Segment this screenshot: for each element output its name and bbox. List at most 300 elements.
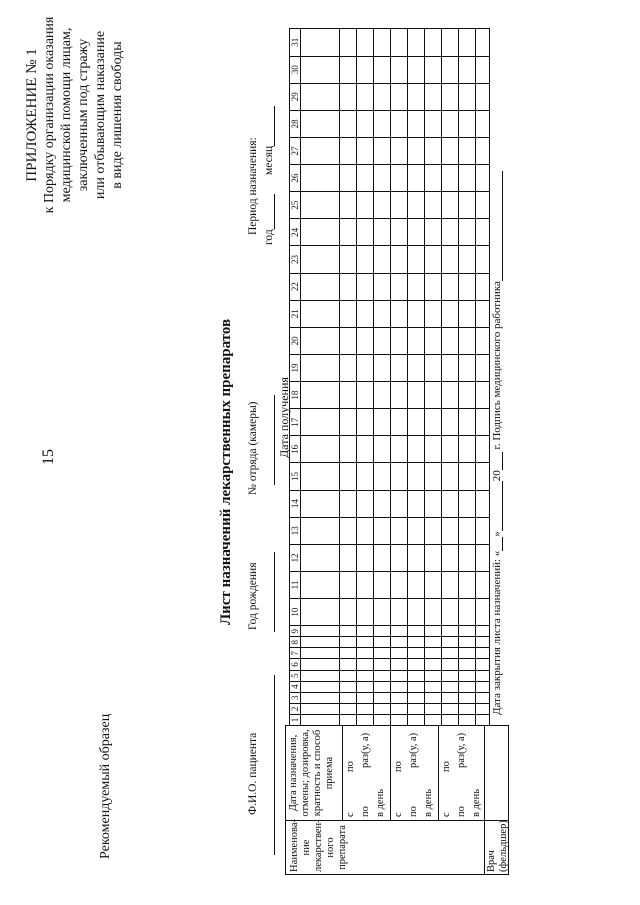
day-entry-cell[interactable] <box>459 354 476 381</box>
day-entry-cell[interactable] <box>408 599 425 626</box>
day-entry-cell[interactable] <box>459 463 476 490</box>
day-entry-cell[interactable] <box>357 246 374 273</box>
day-entry-cell[interactable] <box>391 29 408 57</box>
day-entry-cell[interactable] <box>408 626 425 637</box>
day-entry-cell[interactable] <box>374 29 391 57</box>
day-entry-cell[interactable] <box>391 681 408 692</box>
day-entry-cell[interactable] <box>476 544 490 571</box>
day-entry-cell[interactable] <box>442 192 459 219</box>
day-entry-cell[interactable] <box>408 571 425 598</box>
day-entry-cell[interactable] <box>476 409 490 436</box>
day-entry-cell[interactable] <box>425 56 442 83</box>
day-entry-cell[interactable] <box>459 246 476 273</box>
day-entry-cell[interactable] <box>425 692 442 703</box>
day-number: 25 <box>290 192 301 219</box>
day-entry-cell[interactable] <box>442 327 459 354</box>
day-entry-cell[interactable] <box>442 626 459 637</box>
day-entry-cell[interactable] <box>340 517 357 544</box>
day-entry-cell[interactable] <box>476 670 490 681</box>
day-entry-cell[interactable] <box>459 436 476 463</box>
day-entry-cell[interactable] <box>408 436 425 463</box>
day-entry-cell[interactable] <box>476 327 490 354</box>
day-entry-cell[interactable] <box>476 56 490 83</box>
day-entry-cell[interactable] <box>408 670 425 681</box>
day-entry-row <box>425 29 442 726</box>
day-entry-cell[interactable] <box>374 463 391 490</box>
day-entry-cell[interactable] <box>340 637 357 648</box>
day-entry-cell[interactable] <box>425 490 442 517</box>
day-entry-cell[interactable] <box>476 192 490 219</box>
day-entry-cell[interactable] <box>476 637 490 648</box>
day-entry-cell[interactable] <box>340 137 357 164</box>
day-entry-cell[interactable] <box>391 273 408 300</box>
day-entry-cell[interactable] <box>442 56 459 83</box>
day-entry-cell[interactable] <box>425 83 442 110</box>
unit-field[interactable] <box>263 395 275 485</box>
day-entry-cell[interactable] <box>425 626 442 637</box>
day-entry-cell[interactable] <box>442 599 459 626</box>
day-entry-cell[interactable] <box>408 354 425 381</box>
day-entry-cell[interactable] <box>357 300 374 327</box>
day-entry-cell[interactable] <box>408 273 425 300</box>
day-entry-row <box>408 29 425 726</box>
day-entry-cell[interactable] <box>425 354 442 381</box>
day-entry-cell[interactable] <box>425 648 442 659</box>
day-entry-cell[interactable] <box>476 354 490 381</box>
day-entry-cell[interactable] <box>476 137 490 164</box>
day-entry-cell[interactable] <box>391 571 408 598</box>
period-year[interactable]: год <box>263 194 275 245</box>
day-entry-cell[interactable] <box>374 517 391 544</box>
day-entry-cell[interactable] <box>340 56 357 83</box>
day-entry-cell[interactable] <box>340 83 357 110</box>
day-entry-cell[interactable] <box>374 681 391 692</box>
day-entry-cell[interactable] <box>374 648 391 659</box>
day-entry-cell[interactable] <box>476 165 490 192</box>
day-entry-cell[interactable] <box>340 327 357 354</box>
day-entry-cell[interactable] <box>442 83 459 110</box>
day-entry-cell[interactable] <box>476 626 490 637</box>
day-entry-cell[interactable] <box>340 544 357 571</box>
day-entry-cell[interactable] <box>442 681 459 692</box>
day-entry-cell[interactable] <box>459 670 476 681</box>
day-entry-cell[interactable] <box>340 681 357 692</box>
day-entry-cell[interactable] <box>374 219 391 246</box>
day-entry-cell[interactable] <box>476 599 490 626</box>
day-entry-cell[interactable] <box>391 714 408 725</box>
day-entry-cell[interactable] <box>340 219 357 246</box>
day-entry-cell[interactable] <box>442 714 459 725</box>
day-entry-cell[interactable] <box>408 382 425 409</box>
day-entry-cell[interactable] <box>391 544 408 571</box>
day-entry-cell[interactable] <box>442 490 459 517</box>
day-entry-cell[interactable] <box>340 436 357 463</box>
day-entry-cell[interactable] <box>442 637 459 648</box>
day-entry-cell[interactable] <box>340 192 357 219</box>
day-entry-cell[interactable] <box>476 300 490 327</box>
day-entry-cell[interactable] <box>391 637 408 648</box>
day-entry-cell[interactable] <box>357 56 374 83</box>
day-entry-cell[interactable] <box>476 692 490 703</box>
day-entry-cell[interactable] <box>340 490 357 517</box>
day-entry-cell[interactable] <box>340 300 357 327</box>
day-entry-cell[interactable] <box>442 137 459 164</box>
day-entry-cell[interactable] <box>408 246 425 273</box>
day-entry-cell[interactable] <box>357 382 374 409</box>
day-entry-cell[interactable] <box>476 714 490 725</box>
day-entry-cell[interactable] <box>442 436 459 463</box>
day-entry-cell[interactable] <box>459 219 476 246</box>
day-entry-cell[interactable] <box>442 110 459 137</box>
day-entry-cell[interactable] <box>340 29 357 57</box>
day-entry-cell[interactable] <box>374 490 391 517</box>
doctor-blank[interactable] <box>484 725 509 821</box>
day-entry-cell[interactable] <box>425 659 442 670</box>
day-entry-cell[interactable] <box>374 714 391 725</box>
day-entry-cell[interactable] <box>391 517 408 544</box>
day-entry-cell[interactable] <box>425 409 442 436</box>
day-entry-cell[interactable] <box>459 137 476 164</box>
day-entry-cell[interactable] <box>374 436 391 463</box>
day-entry-cell[interactable] <box>357 571 374 598</box>
day-entry-cell[interactable] <box>459 29 476 57</box>
day-entry-cell[interactable] <box>425 681 442 692</box>
day-entry-cell[interactable] <box>442 354 459 381</box>
day-entry-cell[interactable] <box>340 463 357 490</box>
day-entry-cell[interactable] <box>357 681 374 692</box>
day-entry-cell[interactable] <box>425 463 442 490</box>
day-entry-cell[interactable] <box>459 327 476 354</box>
day-entry-cell[interactable] <box>476 273 490 300</box>
day-entry-cell[interactable] <box>408 648 425 659</box>
day-entry-cell[interactable] <box>391 670 408 681</box>
day-entry-cell[interactable] <box>340 714 357 725</box>
day-entry-cell[interactable] <box>408 300 425 327</box>
day-entry-cell[interactable] <box>357 637 374 648</box>
day-entry-cell[interactable] <box>391 246 408 273</box>
day-entry-cell[interactable] <box>425 670 442 681</box>
day-entry-cell[interactable] <box>374 300 391 327</box>
day-entry-cell[interactable] <box>408 490 425 517</box>
day-entry-cell[interactable] <box>391 409 408 436</box>
day-entry-cell[interactable] <box>357 692 374 703</box>
day-entry-cell[interactable] <box>374 692 391 703</box>
day-entry-cell[interactable] <box>357 703 374 714</box>
day-entry-cell[interactable] <box>408 137 425 164</box>
day-entry-cell[interactable] <box>442 273 459 300</box>
birth-year-field[interactable] <box>263 552 275 632</box>
entry-row[interactable]: с по по раз(у, а) в день <box>390 726 439 820</box>
day-entry-cell[interactable] <box>476 219 490 246</box>
day-entry-cell[interactable] <box>476 517 490 544</box>
entry-row[interactable]: с по по раз(у, а) в день <box>342 726 391 820</box>
day-entry-cell[interactable] <box>408 637 425 648</box>
close-date-line[interactable]: Дата закрытия листа назначений: «»20 г. Подпись медицинского работника <box>491 171 503 715</box>
day-entry-cell[interactable] <box>442 544 459 571</box>
day-entry-cell[interactable] <box>459 382 476 409</box>
day-entry-cell[interactable] <box>357 83 374 110</box>
day-entry-cell[interactable] <box>340 165 357 192</box>
day-entry-cell[interactable] <box>425 137 442 164</box>
day-entry-cell[interactable] <box>391 327 408 354</box>
day-entry-cell[interactable] <box>442 219 459 246</box>
day-entry-cell[interactable] <box>374 544 391 571</box>
day-entry-cell[interactable] <box>408 714 425 725</box>
patient-name-field[interactable] <box>263 675 275 855</box>
day-entry-cell[interactable] <box>425 219 442 246</box>
day-entry-cell[interactable] <box>408 110 425 137</box>
day-grid <box>289 28 490 726</box>
day-entry-cell[interactable] <box>442 659 459 670</box>
day-entry-cell[interactable] <box>340 659 357 670</box>
day-number: 30 <box>290 56 301 83</box>
day-entry-cell[interactable] <box>408 544 425 571</box>
day-entry-cell[interactable] <box>476 681 490 692</box>
day-entry-cell[interactable] <box>442 382 459 409</box>
day-entry-cell[interactable] <box>391 648 408 659</box>
day-entry-cell[interactable] <box>425 110 442 137</box>
day-entry-cell[interactable] <box>442 29 459 57</box>
day-entry-cell[interactable] <box>425 436 442 463</box>
day-entry-cell[interactable] <box>476 463 490 490</box>
day-entry-cell[interactable] <box>357 436 374 463</box>
day-entry-cell[interactable] <box>459 409 476 436</box>
day-entry-cell[interactable] <box>476 703 490 714</box>
day-entry-cell[interactable] <box>425 382 442 409</box>
day-entry-cell[interactable] <box>357 599 374 626</box>
day-entry-cell[interactable] <box>374 56 391 83</box>
day-number: 5 <box>290 670 301 681</box>
day-number: 17 <box>290 409 301 436</box>
day-entry-cell[interactable] <box>408 83 425 110</box>
day-entry-cell[interactable] <box>408 659 425 670</box>
day-entry-cell[interactable] <box>357 273 374 300</box>
day-entry-cell[interactable] <box>357 192 374 219</box>
day-entry-cell[interactable] <box>425 327 442 354</box>
day-entry-cell[interactable] <box>459 56 476 83</box>
day-entry-cell[interactable] <box>476 382 490 409</box>
day-entry-cell[interactable] <box>340 599 357 626</box>
day-entry-cell[interactable] <box>374 273 391 300</box>
day-entry-cell[interactable] <box>391 56 408 83</box>
day-entry-cell[interactable] <box>374 354 391 381</box>
day-entry-cell[interactable] <box>476 571 490 598</box>
day-entry-cell[interactable] <box>340 246 357 273</box>
day-entry-cell[interactable] <box>408 692 425 703</box>
day-entry-cell[interactable] <box>459 659 476 670</box>
day-entry-cell[interactable] <box>374 626 391 637</box>
day-entry-cell[interactable] <box>391 300 408 327</box>
day-entry-cell[interactable] <box>459 648 476 659</box>
day-entry-cell[interactable] <box>476 490 490 517</box>
day-entry-cell[interactable] <box>476 246 490 273</box>
day-entry-cell[interactable] <box>442 670 459 681</box>
day-entry-cell[interactable] <box>340 692 357 703</box>
day-entry-cell[interactable] <box>357 137 374 164</box>
day-entry-cell[interactable] <box>459 544 476 571</box>
day-entry-cell[interactable] <box>442 648 459 659</box>
day-entry-cell[interactable] <box>357 327 374 354</box>
day-entry-cell[interactable] <box>425 192 442 219</box>
day-entry-cell[interactable] <box>391 626 408 637</box>
day-entry-cell[interactable] <box>442 246 459 273</box>
day-entry-cell[interactable] <box>340 382 357 409</box>
day-entry-cell[interactable] <box>476 659 490 670</box>
day-entry-cell[interactable] <box>391 192 408 219</box>
day-entry-cell[interactable] <box>408 703 425 714</box>
day-entry-cell[interactable] <box>459 703 476 714</box>
day-entry-cell[interactable] <box>391 703 408 714</box>
day-entry-cell[interactable] <box>459 692 476 703</box>
day-entry-cell[interactable] <box>357 544 374 571</box>
day-entry-cell[interactable] <box>425 517 442 544</box>
day-entry-cell[interactable] <box>340 626 357 637</box>
day-entry-cell[interactable] <box>357 670 374 681</box>
day-entry-cell[interactable] <box>442 463 459 490</box>
day-entry-cell[interactable] <box>459 110 476 137</box>
day-entry-cell[interactable] <box>374 670 391 681</box>
day-entry-cell[interactable] <box>357 648 374 659</box>
day-entry-cell[interactable] <box>425 300 442 327</box>
day-entry-cell[interactable] <box>459 300 476 327</box>
day-entry-cell[interactable] <box>340 571 357 598</box>
day-entry-cell[interactable] <box>340 273 357 300</box>
day-entry-cell[interactable] <box>391 659 408 670</box>
day-entry-cell[interactable] <box>391 436 408 463</box>
day-entry-cell[interactable] <box>357 517 374 544</box>
day-entry-cell[interactable] <box>357 29 374 57</box>
day-entry-cell[interactable] <box>340 648 357 659</box>
day-entry-cell[interactable] <box>357 714 374 725</box>
day-entry-cell[interactable] <box>357 219 374 246</box>
day-entry-cell[interactable] <box>408 29 425 57</box>
day-entry-cell[interactable] <box>357 110 374 137</box>
day-entry-cell[interactable] <box>374 110 391 137</box>
day-entry-cell[interactable] <box>476 83 490 110</box>
day-entry-cell[interactable] <box>425 703 442 714</box>
day-entry-cell[interactable] <box>340 703 357 714</box>
day-entry-cell[interactable] <box>391 490 408 517</box>
day-entry-cell[interactable] <box>459 571 476 598</box>
day-entry-cell[interactable] <box>408 681 425 692</box>
day-entry-cell[interactable] <box>408 219 425 246</box>
day-entry-cell[interactable] <box>391 110 408 137</box>
day-entry-cell[interactable] <box>374 659 391 670</box>
day-entry-cell[interactable] <box>391 137 408 164</box>
day-entry-cell[interactable] <box>374 137 391 164</box>
day-entry-cell[interactable] <box>459 714 476 725</box>
day-entry-cell[interactable] <box>425 637 442 648</box>
day-entry-cell[interactable] <box>442 571 459 598</box>
day-entry-cell[interactable] <box>425 571 442 598</box>
day-entry-cell[interactable] <box>442 409 459 436</box>
day-entry-cell[interactable] <box>408 165 425 192</box>
day-entry-cell[interactable] <box>391 382 408 409</box>
day-entry-cell[interactable] <box>425 544 442 571</box>
day-spacer-cell <box>301 192 340 219</box>
day-entry-cell[interactable] <box>357 463 374 490</box>
day-entry-cell[interactable] <box>408 327 425 354</box>
day-entry-cell[interactable] <box>425 246 442 273</box>
day-entry-cell[interactable] <box>442 300 459 327</box>
day-entry-cell[interactable] <box>391 692 408 703</box>
period-month[interactable]: месяц <box>263 106 275 175</box>
day-entry-cell[interactable] <box>374 703 391 714</box>
day-number: 20 <box>290 327 301 354</box>
day-entry-cell[interactable] <box>408 56 425 83</box>
day-entry-cell[interactable] <box>391 463 408 490</box>
day-entry-cell[interactable] <box>408 517 425 544</box>
day-entry-cell[interactable] <box>374 165 391 192</box>
day-entry-cell[interactable] <box>374 327 391 354</box>
day-entry-cell[interactable] <box>357 659 374 670</box>
day-entry-cell[interactable] <box>374 637 391 648</box>
day-entry-cell[interactable] <box>408 409 425 436</box>
day-entry-cell[interactable] <box>391 83 408 110</box>
day-entry-cell[interactable] <box>459 517 476 544</box>
day-entry-cell[interactable] <box>374 409 391 436</box>
day-entry-cell[interactable] <box>459 637 476 648</box>
entry-row[interactable]: с по по раз(у, а) в день <box>441 732 482 817</box>
day-entry-cell[interactable] <box>459 599 476 626</box>
day-entry-cell[interactable] <box>459 273 476 300</box>
day-entry-cell[interactable] <box>340 110 357 137</box>
day-entry-cell[interactable] <box>374 571 391 598</box>
appendix-line: или отбывающим наказание <box>93 30 108 200</box>
day-entry-cell[interactable] <box>408 463 425 490</box>
day-entry-cell[interactable] <box>425 273 442 300</box>
day-entry-cell[interactable] <box>357 165 374 192</box>
day-entry-cell[interactable] <box>340 409 357 436</box>
day-entry-cell[interactable] <box>476 29 490 57</box>
day-entry-cell[interactable] <box>459 490 476 517</box>
day-entry-cell[interactable] <box>391 354 408 381</box>
day-entry-cell[interactable] <box>357 626 374 637</box>
day-entry-cell[interactable] <box>425 599 442 626</box>
day-entry-cell[interactable] <box>357 354 374 381</box>
day-entry-cell[interactable] <box>459 192 476 219</box>
day-entry-cell[interactable] <box>374 382 391 409</box>
day-entry-cell[interactable] <box>476 648 490 659</box>
day-entry-cell[interactable] <box>425 29 442 57</box>
day-entry-cell[interactable] <box>442 692 459 703</box>
day-entry-cell[interactable] <box>374 192 391 219</box>
day-entry-cell[interactable] <box>340 670 357 681</box>
day-entry-cell[interactable] <box>425 165 442 192</box>
day-entry-cell[interactable] <box>374 246 391 273</box>
day-entry-cell[interactable] <box>391 219 408 246</box>
day-entry-cell[interactable] <box>459 83 476 110</box>
day-entry-cell[interactable] <box>459 165 476 192</box>
day-entry-cell[interactable] <box>340 354 357 381</box>
day-entry-cell[interactable] <box>476 110 490 137</box>
day-entry-cell[interactable] <box>459 626 476 637</box>
day-entry-cell[interactable] <box>442 165 459 192</box>
day-entry-cell[interactable] <box>374 599 391 626</box>
day-entry-cell[interactable] <box>476 436 490 463</box>
period-label: Период назначения: <box>247 137 259 235</box>
day-entry-cell[interactable] <box>459 681 476 692</box>
day-entry-cell[interactable] <box>357 409 374 436</box>
day-entry-cell[interactable] <box>408 192 425 219</box>
day-entry-cell[interactable] <box>391 599 408 626</box>
day-entry-cell[interactable] <box>442 703 459 714</box>
day-entry-cell[interactable] <box>425 714 442 725</box>
day-entry-cell[interactable] <box>391 165 408 192</box>
day-entry-cell[interactable] <box>442 517 459 544</box>
day-entry-cell[interactable] <box>357 490 374 517</box>
day-entry-cell[interactable] <box>374 83 391 110</box>
